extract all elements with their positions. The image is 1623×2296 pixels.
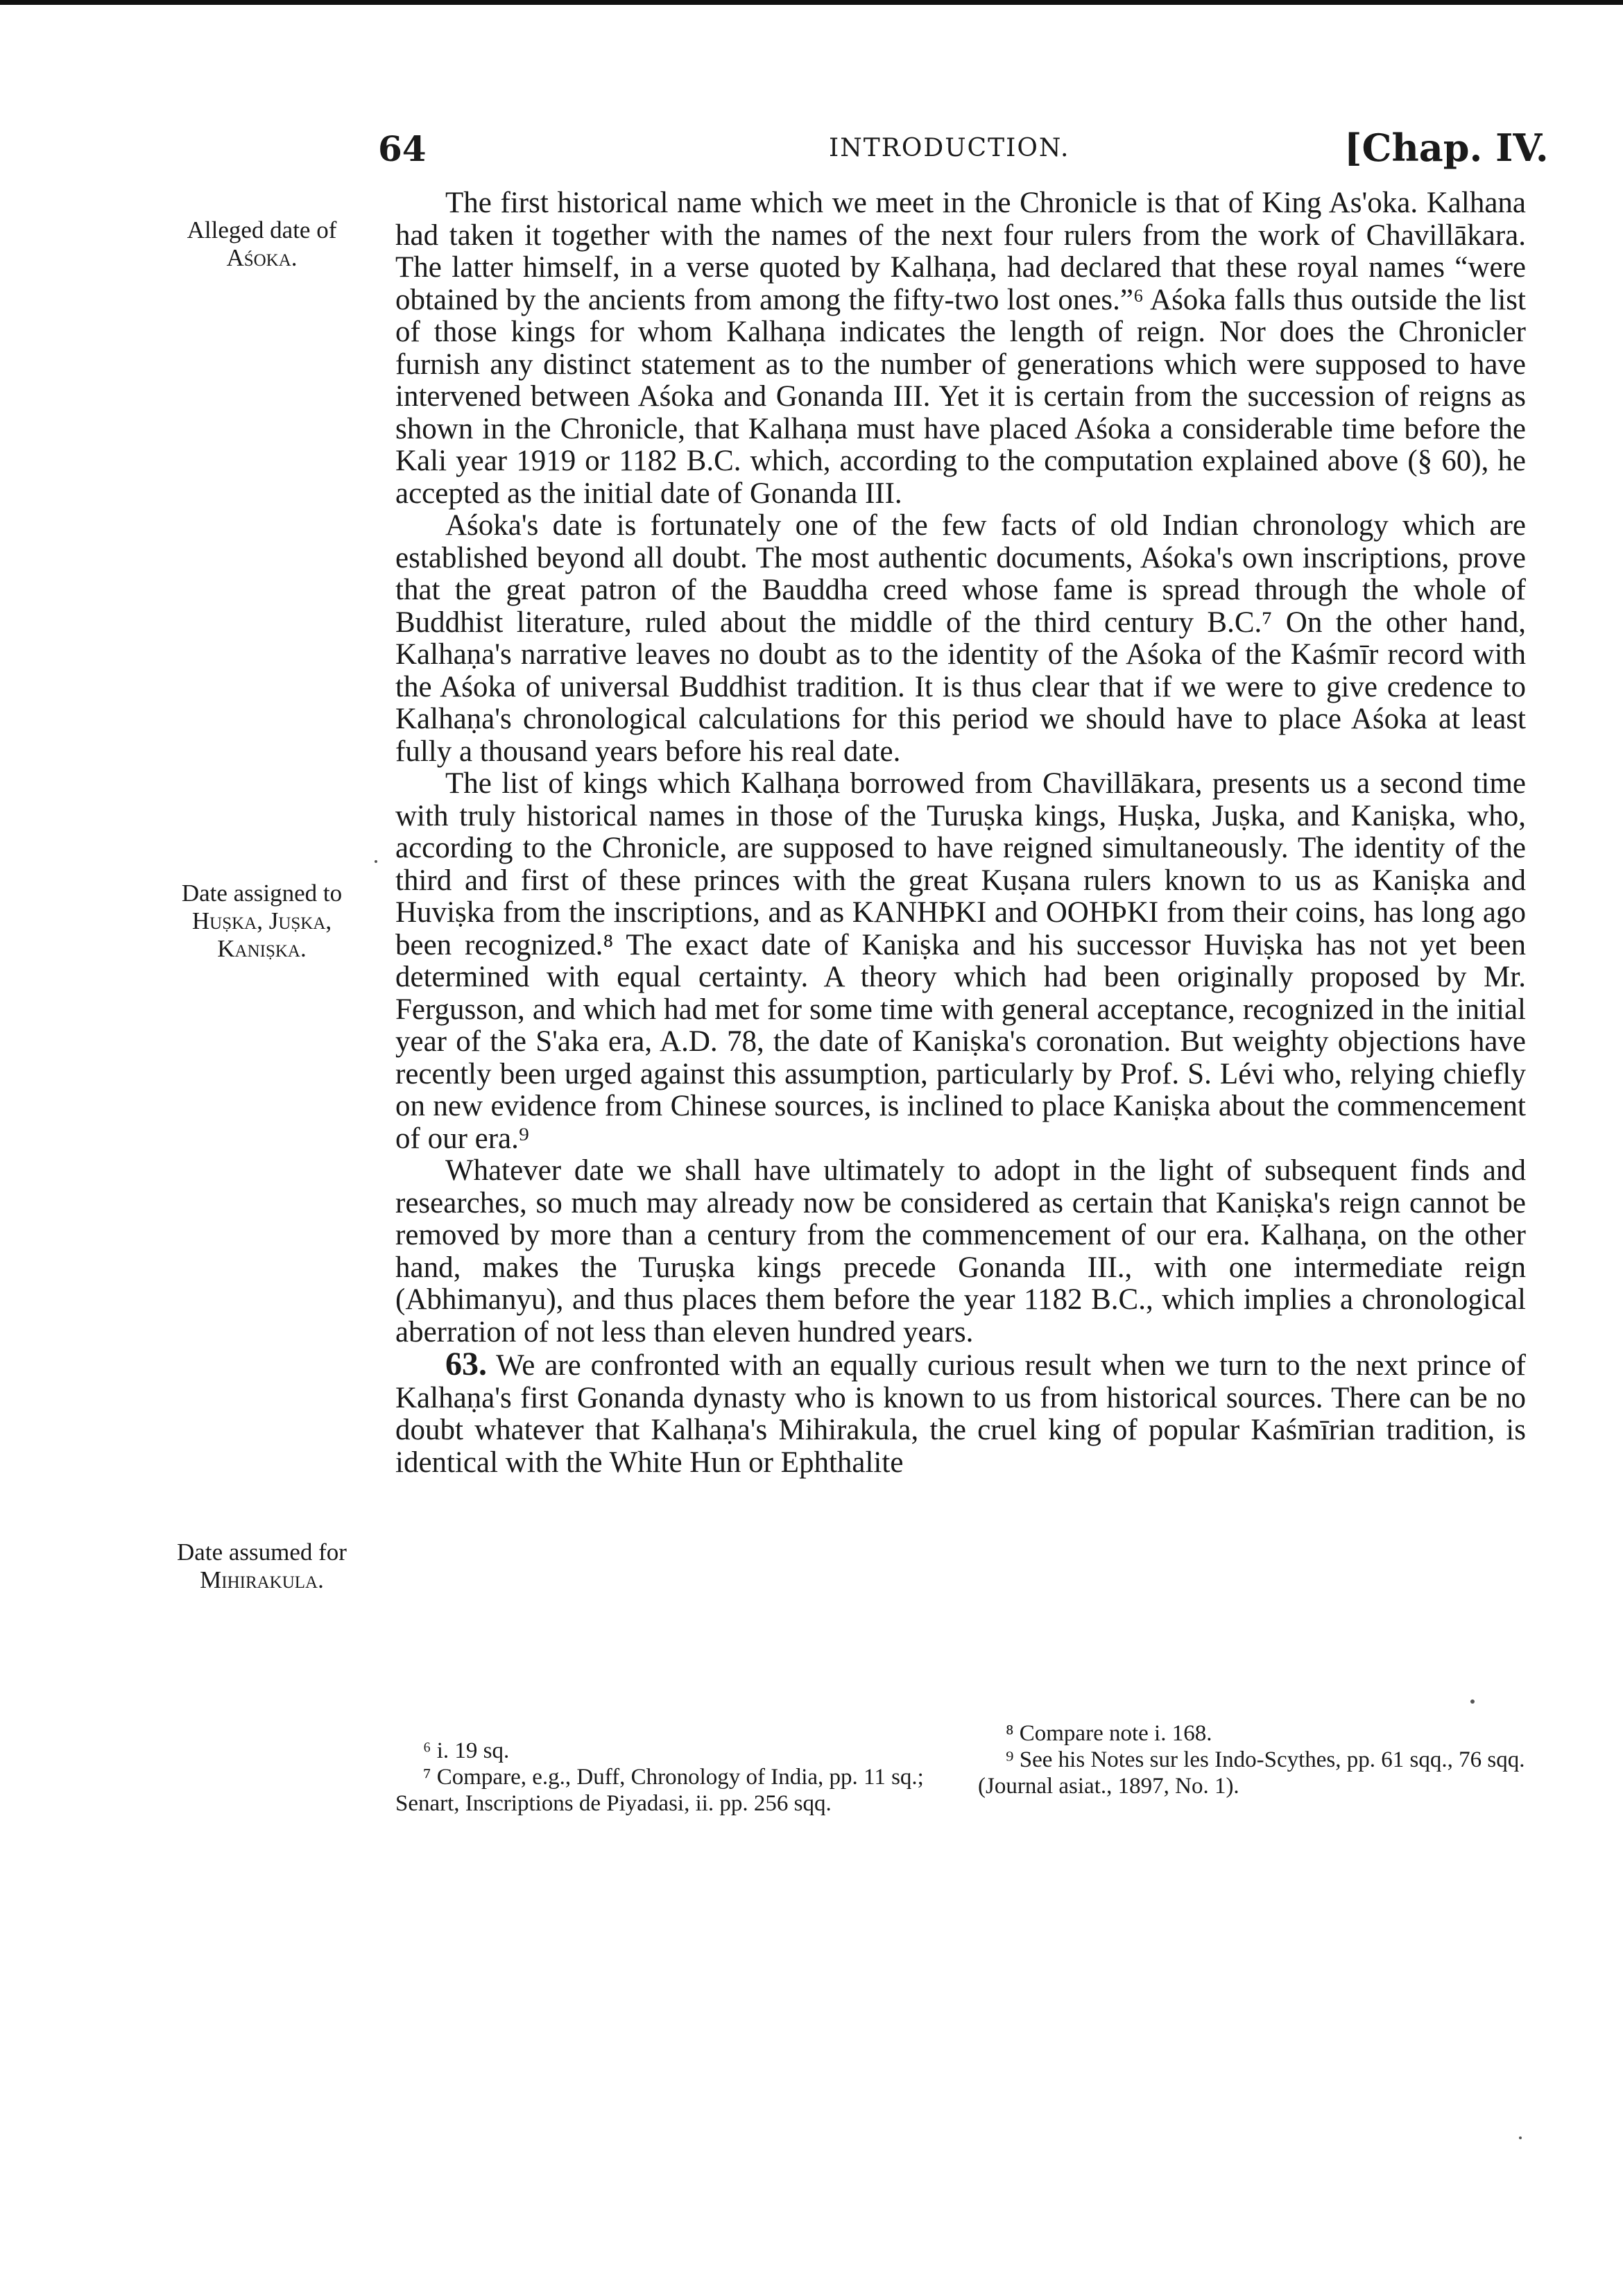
margin-note-line: Date assumed for <box>177 1539 347 1566</box>
scan-speck <box>1519 2136 1522 2139</box>
footnote-9: ⁹ See his Notes sur les Indo-Scythes, pp. 61 sqq., 76 sqq. (Journal asiat., 1897, No. 1). <box>978 1747 1525 1799</box>
footnotes-right-column <box>978 1720 1526 1799</box>
margin-note-line: Date assigned to <box>181 880 343 907</box>
margin-note-line: Huṣka, Juṣka, <box>191 907 332 934</box>
margin-note-line: Kaniṣka. <box>217 935 307 962</box>
paragraph-turuska-kings: The list of kings which Kalhaṇa borrowed from Chavillākara, presents us a second time with truly historical names in those of the Turuṣka kings, Huṣka, Juṣka, and Kaniṣka, who, according to the Chronicle, are supposed to have reigned simultaneously. The identity of the third and first of these princes with the great Kuṣana rulers known to us as Kaniṣka and Huviṣka from the inscriptions, and as ΚΑΝΗÞΚΙ and ΟΟΗÞΚΙ from their coins, has long ago been recognized.⁸ The exact date of Kaniṣka and his successor Huviṣka has not yet been determined with equal certainty. A theory which had been originally proposed by Mr. Fergusson, and which had met for some time with general acceptance, recognized in the initial year of the S'aka era, A.D. 78, the date of Kaniṣka's coronation. But weighty objections have recently been urged against this assumption, particularly by Prof. S. Lévi who, relying chiefly on new evidence from Chinese sources, is inclined to place Kaniṣka about the commencement of our era.⁹ <box>395 767 1526 1155</box>
footnotes-left-column <box>395 1738 943 1817</box>
top-border <box>0 0 1623 5</box>
margin-note-asoka <box>142 216 381 272</box>
running-title: INTRODUCTION. <box>829 134 1070 162</box>
footnote-6: ⁶ i. 19 sq. <box>423 1738 510 1763</box>
footnote-8: ⁸ Compare note i. 168. <box>1006 1721 1212 1746</box>
section-text: We are confronted with an equally curious result when we turn to the next prince of Kalhaṇa's first Gonanda dynasty who is known to us from historical sources. There can be no doubt whatever that Kalhaṇa's Mihirakula, the cruel king of popular Kaśmīrian tradition, is identical with the White Hun or Ephthalite <box>395 1349 1526 1479</box>
margin-note-line: Aśoka. <box>226 244 298 271</box>
margin-note-line: Alleged date of <box>187 216 337 243</box>
section-number: 63. <box>445 1346 487 1382</box>
scan-speck <box>1470 1699 1475 1704</box>
paragraph-asoka: The first historical name which we meet in the Chronicle is that of King As'oka. Kalhana had taken it together with the names of the next four rulers from the work of Chavillākara. The latter himself, in a verse quoted by Kalhaṇa, had declared that these royal names “were obtained by the ancients from among the fifty-two lost ones.”⁶ Aśoka falls thus outside the list of those kings for whom Kalhaṇa indicates the length of reign. Nor does the Chronicler furnish any distinct statement as to the number of generations which were supposed to have intervened between Aśoka and Gonanda III. Yet it is certain from the succession of reigns as shown in the Chronicle, that Kalhaṇa must have placed Aśoka a considerable time before the Kali year 1919 or 1182 B.C. which, according to the computation explained above (§ 60), he accepted as the initial date of Gonanda III. <box>395 187 1526 510</box>
page-header <box>0 128 1623 177</box>
scan-speck <box>375 860 377 863</box>
margin-note-kaniska <box>142 880 381 963</box>
margin-note-mihirakula <box>142 1539 381 1594</box>
margin-note-line: Mihirakula. <box>200 1566 324 1593</box>
page-number: 64 <box>378 128 427 169</box>
paragraph-asoka-date: Aśoka's date is fortunately one of the few facts of old Indian chronology which are established beyond all doubt. The most authentic documents, Aśoka's own inscriptions, prove that the great patron of the Bauddha creed whose fame is spread through the whole of Buddhist literature, ruled about the middle of the third century B.C.⁷ On the other hand, Kalhaṇa's narrative leaves no doubt as to the identity of the Aśoka of the Kaśmīr record with the Aśoka of universal Buddhist tradition. It is thus clear that if we were to give credence to Kalhaṇa's chronological calculations for this period we should have to place Aśoka at least fully a thousand years before his real date. <box>395 509 1526 768</box>
footnote-7: ⁷ Compare, e.g., Duff, Chronology of India, pp. 11 sq.; Senart, Inscriptions de Piyadasi, ii. pp. 256 sqq. <box>395 1765 924 1816</box>
paragraph-section-63 <box>395 1348 1526 1479</box>
paragraph-kaniska-date: Whatever date we shall have ultimately to adopt in the light of subsequent finds and researches, so much may already now be considered as certain that Kaniṣka's reign cannot be removed by more than a century from the commencement of our era. Kalhaṇa, on the other hand, makes the Turuṣka kings precede Gonanda III., with one intermediate reign (Abhimanyu), and thus places them before the year 1182 B.C., which implies a chronological aberration of not less than eleven hundred years. <box>395 1154 1526 1348</box>
main-text <box>395 187 1526 1479</box>
chapter-label: [Chap. IV. <box>1344 126 1549 170</box>
